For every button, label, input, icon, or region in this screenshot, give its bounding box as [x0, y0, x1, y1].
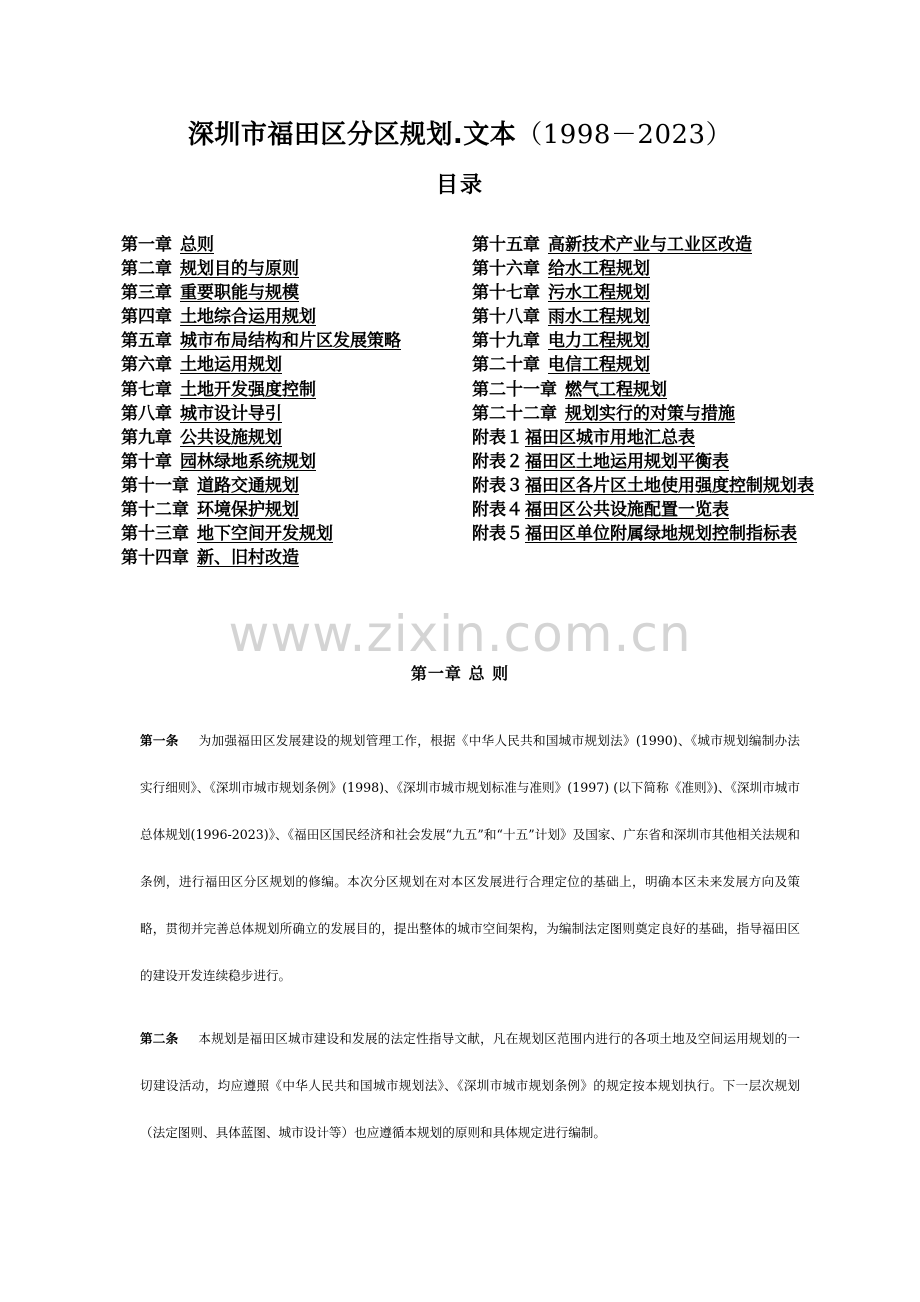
- toc-item: [121, 522, 401, 546]
- toc-item: [472, 474, 814, 498]
- toc-item: [472, 426, 814, 450]
- toc-item: [121, 546, 401, 570]
- article-paragraph: [140, 717, 800, 999]
- toc-item: [472, 281, 814, 305]
- toc-item: [121, 402, 401, 426]
- toc-link[interactable]: 污水工程规划: [548, 283, 650, 304]
- toc-item-number: 第二章: [121, 259, 172, 280]
- toc-link[interactable]: 福田区各片区土地使用强度控制规划表: [525, 475, 814, 496]
- toc-item: [121, 426, 401, 450]
- chapter-heading: 第一章 总 则: [410, 664, 510, 683]
- toc-right-column: [472, 233, 814, 546]
- toc-item-number: 第十一章: [121, 475, 189, 496]
- toc-item-number: 第一章: [121, 235, 172, 255]
- watermark: www.zixin.com.cn: [228, 605, 692, 663]
- toc-link[interactable]: 规划实行的对策与措施: [565, 403, 735, 424]
- toc-link[interactable]: 环境保护规划: [197, 500, 299, 521]
- toc-item: [121, 353, 401, 377]
- title-years: （1998－2023）: [516, 120, 733, 150]
- toc-link[interactable]: 城市布局结构和片区发展策略: [180, 331, 401, 352]
- toc-item: [472, 402, 814, 426]
- toc-item: [472, 257, 814, 281]
- toc-item-number: 第十九章: [472, 331, 540, 352]
- toc-link[interactable]: 福田区土地运用规划平衡表: [525, 451, 729, 472]
- toc-link[interactable]: 福田区城市用地汇总表: [525, 427, 695, 448]
- toc-item-number: 第八章: [121, 403, 172, 424]
- toc-item-number: 第十章: [121, 451, 172, 472]
- toc-item: [472, 450, 814, 474]
- toc-link[interactable]: 城市设计导引: [180, 403, 282, 424]
- toc-item-number: 第七章: [121, 379, 172, 400]
- toc-link[interactable]: 电信工程规划: [548, 355, 650, 376]
- toc-item: [472, 329, 814, 353]
- toc-left-column: [121, 233, 401, 570]
- toc-item: [121, 474, 401, 498]
- toc-item-number: 附表２: [472, 451, 523, 472]
- toc-item: [121, 329, 401, 353]
- toc-item: [472, 378, 814, 402]
- toc-heading: 目录: [435, 173, 484, 198]
- toc-item-number: 第九章: [121, 427, 172, 448]
- toc-item-number: 第五章: [121, 331, 172, 352]
- toc-link[interactable]: 地下空间开发规划: [197, 524, 333, 545]
- toc-item-number: 第二十章: [472, 355, 540, 376]
- toc-link[interactable]: 重要职能与规模: [180, 283, 299, 304]
- toc-item: [121, 257, 401, 281]
- toc-item: [121, 305, 401, 329]
- toc-link[interactable]: 土地综合运用规划: [180, 307, 316, 328]
- toc-item-number: 第十五章: [472, 235, 540, 255]
- article-label: 第一条: [140, 733, 179, 748]
- toc-item: [472, 498, 814, 522]
- toc-item: [121, 498, 401, 522]
- toc-item-number: 附表４: [472, 500, 523, 521]
- toc-item: [472, 233, 814, 257]
- toc-link[interactable]: 园林绿地系统规划: [180, 451, 316, 472]
- toc-item: [472, 522, 814, 546]
- toc-link[interactable]: 道路交通规划: [197, 475, 299, 496]
- toc-link[interactable]: 福田区单位附属绿地规划控制指标表: [525, 524, 797, 545]
- toc-item-number: 第二十一章: [472, 379, 557, 400]
- toc-item-number: 附表５: [472, 524, 523, 545]
- toc-item: [121, 233, 401, 257]
- toc-link[interactable]: 公共设施规划: [180, 427, 282, 448]
- toc-item-number: 第十三章: [121, 524, 189, 545]
- toc-item-number: 第四章: [121, 307, 172, 328]
- toc-item: [121, 378, 401, 402]
- toc-link[interactable]: 雨水工程规划: [548, 307, 650, 328]
- toc-item-number: 第十八章: [472, 307, 540, 328]
- article-label: 第二条: [140, 1031, 179, 1046]
- toc-item-number: 第六章: [121, 355, 172, 376]
- toc-link[interactable]: 高新技术产业与工业区改造: [548, 235, 752, 255]
- toc-item: [472, 305, 814, 329]
- title-main: 深圳市福田区分区规划.文本: [187, 120, 517, 150]
- toc-item: [121, 450, 401, 474]
- toc-item-number: 第十二章: [121, 500, 189, 521]
- toc-link[interactable]: 规划目的与原则: [180, 259, 299, 280]
- toc-link[interactable]: 燃气工程规划: [565, 379, 667, 400]
- toc-item-number: 第十七章: [472, 283, 540, 304]
- toc-link[interactable]: 给水工程规划: [548, 259, 650, 280]
- toc-link[interactable]: 总则: [180, 235, 214, 255]
- article-text: 为加强福田区发展建设的规划管理工作，根据《中华人民共和国城市规划法》(1990)、《城市规划编制办法实行细则》、《深圳市城市规划条例》(1998)、《深圳市城市规划标准与准则》(1997) (以下简称《准则》)、《深圳市城市总体规划(1996-2023)》、《福田区国民经济和社会发展“九五”和“十五”计划》及国家、广东省和深圳市其他相关法规和条例，进行福田区分区规划的修编。本次分区规划在对本区发展进行合理定位的基础上，明确本区未来发展方向及策略，贯彻并完善总体规划所确立的发展目的，提出整体的城市空间架构，为编制法定图则奠定良好的基础，指导福田区的建设开发连续稳步进行。: [140, 733, 801, 983]
- toc-link[interactable]: 新、旧村改造: [197, 548, 299, 569]
- toc-link[interactable]: 电力工程规划: [548, 331, 650, 352]
- toc-item: [121, 281, 401, 305]
- toc-item-number: 第十四章: [121, 548, 189, 569]
- toc-item-number: 附表１: [472, 427, 523, 448]
- toc-link[interactable]: 土地开发强度控制: [180, 379, 316, 400]
- toc-item-number: 第三章: [121, 283, 172, 304]
- document-title: [0, 114, 920, 151]
- toc-link[interactable]: 福田区公共设施配置一览表: [525, 500, 729, 521]
- toc-link[interactable]: 土地运用规划: [180, 355, 282, 376]
- toc-item-number: 附表３: [472, 475, 523, 496]
- article-paragraph: [140, 1015, 800, 1156]
- toc-item: [472, 353, 814, 377]
- toc-item-number: 第二十二章: [472, 403, 557, 424]
- article-text: 本规划是福田区城市建设和发展的法定性指导文献，凡在规划区范围内进行的各项土地及空间运用规划的一切建设活动，均应遵照《中华人民共和国城市规划法》、《深圳市城市规划条例》的规定按本规划执行。下一层次规划（法定图则、具体蓝图、城市设计等）也应遵循本规划的原则和具体规定进行编制。: [140, 1031, 801, 1140]
- toc-item-number: 第十六章: [472, 259, 540, 280]
